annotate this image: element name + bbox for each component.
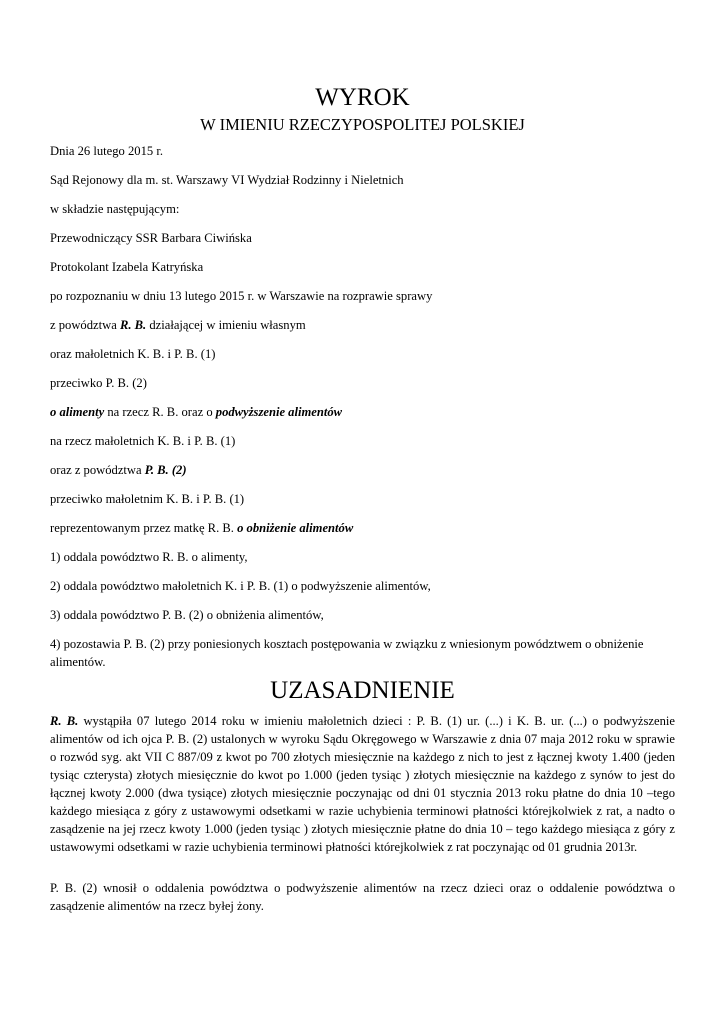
document-subtitle: W IMIENIU RZECZYPOSPOLITEJ POLSKIEJ bbox=[200, 115, 525, 134]
claim1-party: R. B. bbox=[119, 318, 147, 332]
justification-text-1: wystąpiła 07 lutego 2014 roku w imieniu małoletnich dzieci : P. B. (1) ur. (...) i K. B. ur. (...) o podwyższenie alimentów od ich ojca P. B. (2) ustalonych w wyroku Sądu Okręgowego w Warszawie z dnia 07 maja 2012 roku w sprawie o rozwód syg. akt VII C 887/09 z kwot po 700 złotych miesięcznie na każdego z nich to jest z łącznej kwoty 1.400 (jeden tysiąc czterysta) złotych miesięcznie do kwot po 1.000 (jeden tysiąc ) złotych miesięcznie na każdego z synów to jest do łącznej kwoty 2.000 (dwa tysiące) złotych miesięcznie poczynając od dni 01 stycznia 2013 roku płatne do dnia 10 –tego każdego miesiąca z góry z ustawowymi odsetkami w razie uchybienia terminowi płatności którejkolwiek z rat, a nadto o zasądzenie na jej rzecz kwoty 1.000 (jeden tysiąc ) złotych miesięcznie płatne do dnia 10 – tego każdego miesiąca z góry z ustawowymi odsetkami w razie uchybienia terminowi płatności którejkolwiek z rat poczynając od 01 grudnia 2013r. bbox=[50, 714, 675, 854]
claim2-party: P. B. (2) bbox=[144, 463, 187, 477]
hearing-info: po rozpoznaniu w dniu 13 lutego 2015 r. w Warszawie na rozprawie sprawy bbox=[50, 289, 433, 303]
justification-paragraph-1 bbox=[50, 712, 675, 856]
claim2-rep-subject: o obniżenie alimentów bbox=[237, 521, 354, 535]
claim1-line bbox=[50, 316, 680, 334]
claim1-minors: oraz małoletnich K. B. i P. B. (1) bbox=[50, 347, 216, 361]
subject1-minors: na rzecz małoletnich K. B. i P. B. (1) bbox=[50, 434, 236, 448]
justification-party: R. B. bbox=[50, 714, 79, 728]
claim2-against: przeciwko małoletnim K. B. i P. B. (1) bbox=[50, 492, 245, 506]
court-name: Sąd Rejonowy dla m. st. Warszawy VI Wydział Rodzinny i Nieletnich bbox=[50, 173, 404, 187]
claim2-prefix: oraz z powództwa bbox=[50, 463, 145, 477]
document-title: WYROK bbox=[315, 84, 410, 111]
subject1-line bbox=[50, 403, 680, 421]
judgment-date: Dnia 26 lutego 2015 r. bbox=[50, 144, 163, 158]
ruling-item-1: 1) oddala powództwo R. B. o alimenty, bbox=[50, 550, 248, 564]
subject1-middle: na rzecz R. B. oraz o bbox=[104, 405, 216, 419]
justification-title: UZASADNIENIE bbox=[270, 677, 455, 704]
composition-label: w składzie następującym: bbox=[50, 202, 180, 216]
ruling-item-4: 4) pozostawia P. B. (2) przy poniesionych kosztach postępowania w związku z wniesionym powództwem o obniżenie alimentów. bbox=[50, 637, 644, 669]
subject1-increase: podwyższenie alimentów bbox=[215, 405, 343, 419]
claim2-representation bbox=[50, 519, 680, 537]
presiding-judge: Przewodniczący SSR Barbara Ciwińska bbox=[50, 231, 252, 245]
court-clerk: Protokolant Izabela Katryńska bbox=[50, 260, 204, 274]
claim2-line bbox=[50, 461, 680, 479]
claim1-prefix: z powództwa bbox=[50, 318, 120, 332]
claim1-suffix: działającej w imieniu własnym bbox=[146, 318, 306, 332]
subject1-alimony: o alimenty bbox=[50, 405, 105, 419]
claim2-rep-prefix: reprezentowanym przez matkę R. B. bbox=[50, 521, 238, 535]
ruling-item-3: 3) oddala powództwo P. B. (2) o obniżenia alimentów, bbox=[50, 608, 324, 622]
ruling-item-2: 2) oddala powództwo małoletnich K. i P. B. (1) o podwyższenie alimentów, bbox=[50, 579, 431, 593]
claim1-against: przeciwko P. B. (2) bbox=[50, 376, 147, 390]
justification-paragraph-2: P. B. (2) wnosił o oddalenia powództwa o podwyższenie alimentów na rzecz dzieci oraz o oddalenie powództwa o zasądzenie alimentów na rzecz byłej żony. bbox=[50, 881, 675, 913]
